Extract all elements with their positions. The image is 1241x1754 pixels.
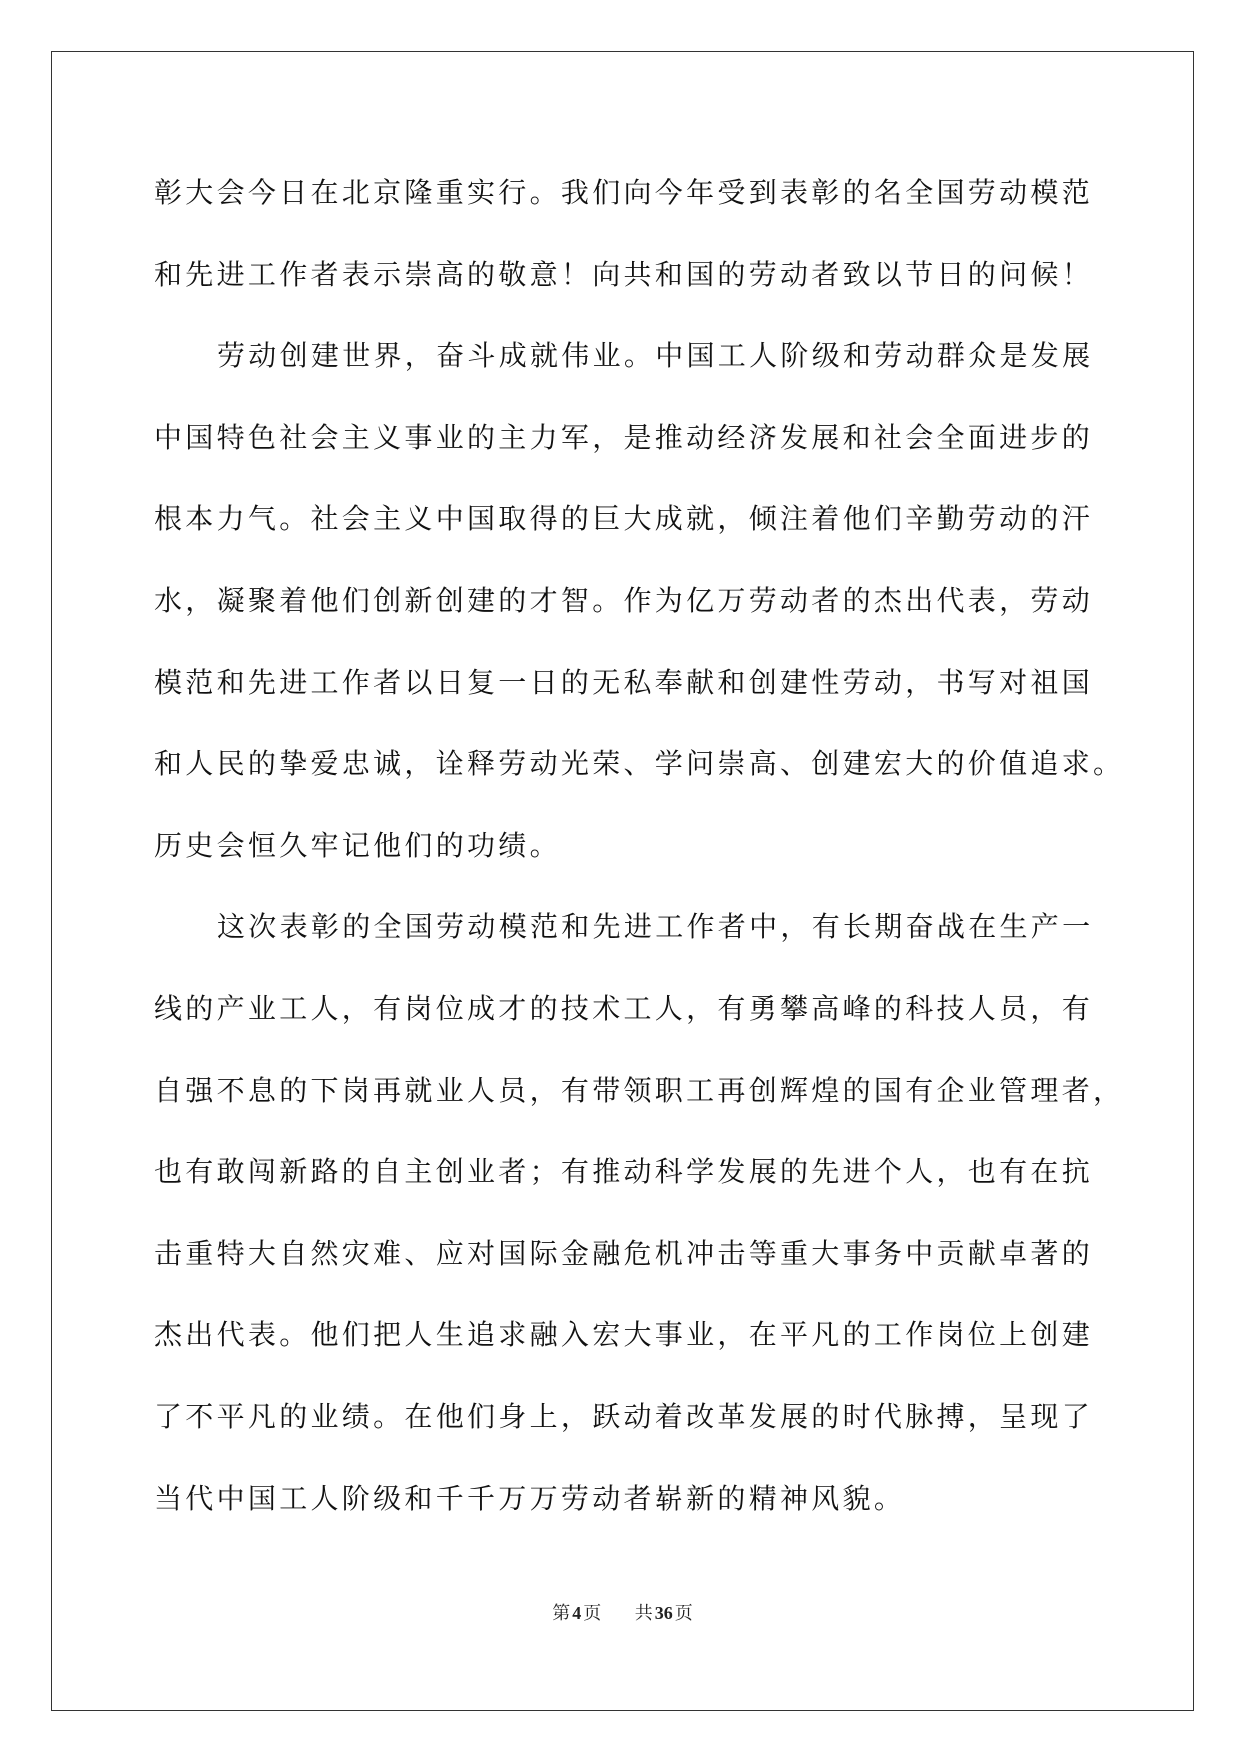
total-prefix: 共	[634, 1603, 653, 1624]
total-pages-label	[635, 1603, 693, 1624]
text-line: 历史会恒久牢记他们的功绩。	[154, 828, 561, 862]
text-line: 中国特色社会主义事业的主力军，是推动经济发展和社会全面进步的	[154, 420, 1094, 454]
text-line: 线的产业工人，有岗位成才的技术工人，有勇攀高峰的科技人员，有	[154, 991, 1094, 1025]
document-body	[154, 152, 1154, 1539]
text-line: 这次表彰的全国劳动模范和先进工作者中，有长期奋战在生产一	[217, 910, 1094, 944]
text-line: 击重特大自然灾难、应对国际金融危机冲击等重大事务中贡献卓著的	[154, 1236, 1094, 1270]
text-line: 当代中国工人阶级和千千万万劳动者崭新的精神风貌。	[154, 1481, 906, 1515]
page-prefix: 第	[552, 1603, 571, 1624]
text-line: 模范和先进工作者以日复一日的无私奉献和创建性劳动，书写对祖国	[154, 665, 1094, 699]
text-line: 彰大会今日在北京隆重实行。我们向今年受到表彰的名全国劳动模范	[154, 176, 1094, 209]
page-number-label	[552, 1603, 607, 1624]
text-line: 和先进工作者表示崇高的敬意！向共和国的劳动者致以节日的问候！	[154, 257, 1094, 291]
total-suffix: 页	[674, 1603, 693, 1624]
page-footer	[51, 1601, 1194, 1625]
text-line: 劳动创建世界，奋斗成就伟业。中国工人阶级和劳动群众是发展	[217, 339, 1094, 373]
text-line: 水，凝聚着他们创新创建的才智。作为亿万劳动者的杰出代表，劳动	[154, 583, 1094, 617]
text-line: 根本力气。社会主义中国取得的巨大成就，倾注着他们辛勤劳动的汗	[154, 502, 1094, 536]
paragraph	[154, 152, 1154, 315]
total-number: 36	[654, 1603, 673, 1623]
page-suffix: 页	[583, 1603, 602, 1624]
text-line: 也有敢闯新路的自主创业者；有推动科学发展的先进个人，也有在抗	[154, 1155, 1094, 1189]
paragraph	[154, 886, 1154, 1539]
page-number: 4	[572, 1603, 582, 1623]
text-line: 自强不息的下岗再就业人员，有带领职工再创辉煌的国有企业管理者，	[154, 1073, 1125, 1107]
text-line: 和人民的挚爱忠诚，诠释劳动光荣、学问崇高、创建宏大的价值追求。	[154, 747, 1125, 781]
text-line: 杰出代表。他们把人生追求融入宏大事业，在平凡的工作岗位上创建	[154, 1318, 1094, 1352]
text-line: 了不平凡的业绩。在他们身上，跃动着改革发展的时代脉搏，呈现了	[154, 1399, 1094, 1433]
paragraph	[154, 315, 1154, 886]
